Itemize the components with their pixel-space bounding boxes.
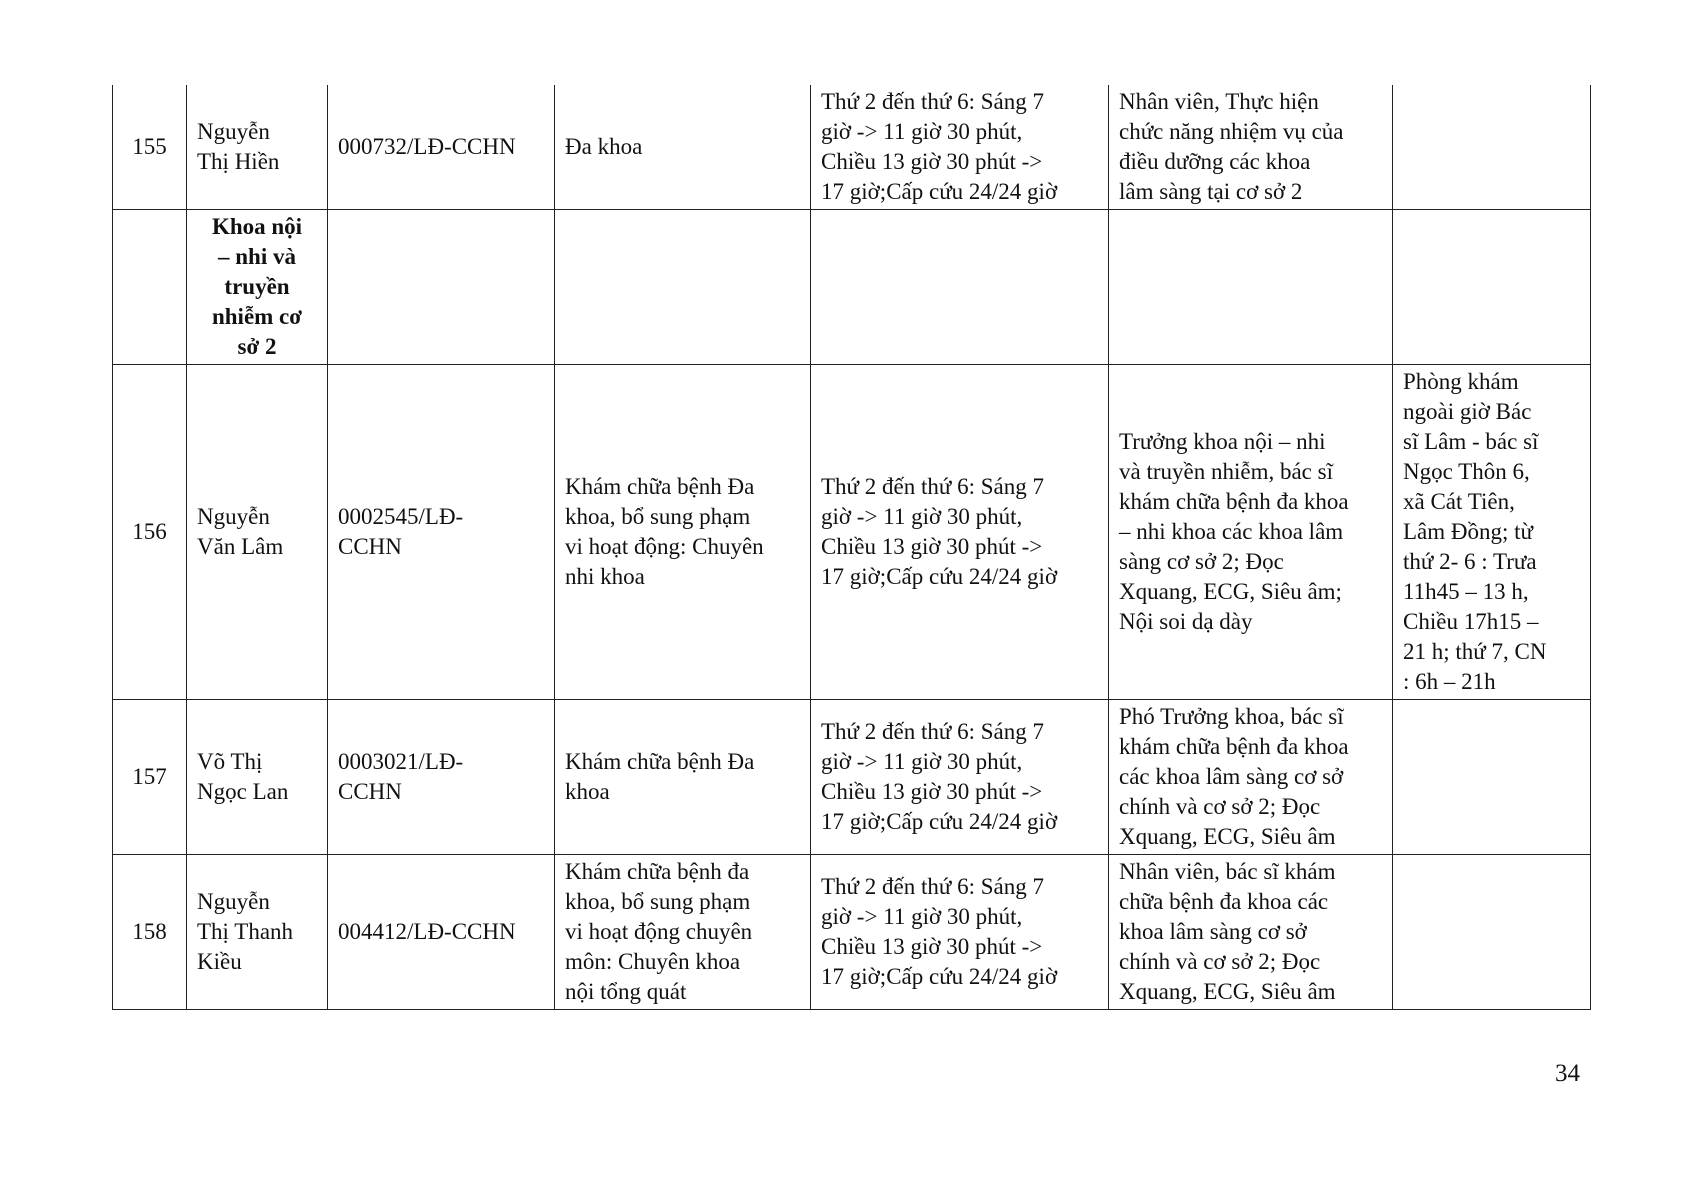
text-line: giờ -> 11 giờ 30 phút, xyxy=(821,904,1023,929)
text-line: thứ 2- 6 : Trưa xyxy=(1403,549,1537,574)
text-line: Nhân viên, bác sĩ khám xyxy=(1119,859,1336,884)
cell-role xyxy=(1109,855,1393,1010)
cell-scope xyxy=(555,365,811,700)
text-line: Văn Lâm xyxy=(197,534,284,559)
text-line: Xquang, ECG, Siêu âm; xyxy=(1119,579,1342,604)
text-line: 17 giờ;Cấp cứu 24/24 giờ xyxy=(821,964,1058,989)
cell-hours xyxy=(811,700,1109,855)
department-heading xyxy=(187,210,328,365)
cell-stt: 156 xyxy=(113,365,187,700)
text-line: Nguyễn xyxy=(197,889,270,914)
table-row xyxy=(113,700,1591,855)
text-line: 17 giờ;Cấp cứu 24/24 giờ xyxy=(821,179,1058,204)
cell-license xyxy=(328,700,555,855)
cell-role xyxy=(1109,365,1393,700)
cell-role xyxy=(1109,210,1393,365)
cell-license xyxy=(328,855,555,1010)
cell-other xyxy=(1393,365,1591,700)
text-line: Nội soi dạ dày xyxy=(1119,609,1253,634)
text-line: chức năng nhiệm vụ của xyxy=(1119,119,1344,144)
text-line: ngoài giờ Bác xyxy=(1403,399,1532,424)
text-line: sàng cơ sở 2; Đọc xyxy=(1119,549,1284,574)
text-line: vi hoạt động chuyên xyxy=(565,919,753,944)
text-line: Chiều 17h15 – xyxy=(1403,609,1539,634)
text-line: Ngọc Lan xyxy=(197,779,289,804)
text-line: Trưởng khoa nội – nhi xyxy=(1119,429,1326,454)
text-line: 17 giờ;Cấp cứu 24/24 giờ xyxy=(821,564,1058,589)
cell-hours xyxy=(811,85,1109,210)
text-line: 000732/LĐ-CCHN xyxy=(338,134,516,159)
table-row xyxy=(113,855,1591,1010)
cell-other xyxy=(1393,210,1591,365)
text-line: Nhân viên, Thực hiện xyxy=(1119,89,1319,114)
text-line: Võ Thị xyxy=(197,749,263,774)
text-line: Đa khoa xyxy=(565,134,643,159)
text-line: sở 2 xyxy=(237,334,277,359)
text-line: khám chữa bệnh đa khoa xyxy=(1119,489,1349,514)
cell-name xyxy=(187,855,328,1010)
text-line: Chiều 13 giờ 30 phút -> xyxy=(821,149,1043,174)
cell-scope xyxy=(555,855,811,1010)
cell-scope xyxy=(555,210,811,365)
text-line: chữa bệnh đa khoa các xyxy=(1119,889,1329,914)
text-line: vi hoạt động: Chuyên xyxy=(565,534,764,559)
text-line: Chiều 13 giờ 30 phút -> xyxy=(821,934,1043,959)
text-line: Thứ 2 đến thứ 6: Sáng 7 xyxy=(821,89,1044,114)
text-line: 21 h; thứ 7, CN xyxy=(1403,639,1547,664)
cell-license xyxy=(328,365,555,700)
text-line: Khoa nội xyxy=(211,214,303,239)
text-line: lâm sàng tại cơ sở 2 xyxy=(1119,179,1303,204)
text-line: Phòng khám xyxy=(1403,369,1519,394)
text-line: Thị Hiền xyxy=(197,149,280,174)
staff-table xyxy=(112,85,1591,1010)
cell-name xyxy=(187,365,328,700)
table-row xyxy=(113,210,1591,365)
text-line: Khám chữa bệnh Đa xyxy=(565,749,755,774)
cell-role xyxy=(1109,85,1393,210)
text-line: các khoa lâm sàng cơ sở xyxy=(1119,764,1344,789)
text-line: chính và cơ sở 2; Đọc xyxy=(1119,794,1321,819)
text-line: CCHN xyxy=(338,779,402,804)
cell-other xyxy=(1393,700,1591,855)
text-line: nội tổng quát xyxy=(565,979,687,1004)
text-line: 0003021/LĐ- xyxy=(338,749,464,774)
text-line: nhiễm cơ xyxy=(211,304,303,329)
text-line: khoa lâm sàng cơ sở xyxy=(1119,919,1307,944)
text-line: 17 giờ;Cấp cứu 24/24 giờ xyxy=(821,809,1058,834)
text-line: nhi khoa xyxy=(565,564,645,589)
text-line: Kiều xyxy=(197,949,242,974)
page-number: 34 xyxy=(1555,1060,1580,1087)
cell-hours xyxy=(811,855,1109,1010)
text-line: Chiều 13 giờ 30 phút -> xyxy=(821,779,1043,804)
cell-scope xyxy=(555,700,811,855)
cell-role xyxy=(1109,700,1393,855)
cell-stt xyxy=(113,210,187,365)
cell-name xyxy=(187,85,328,210)
text-line: Thứ 2 đến thứ 6: Sáng 7 xyxy=(821,474,1044,499)
text-line: 004412/LĐ-CCHN xyxy=(338,919,516,944)
text-line: – nhi và xyxy=(218,244,296,269)
text-line: Khám chữa bệnh Đa xyxy=(565,474,755,499)
table-row xyxy=(113,85,1591,210)
text-line: : 6h – 21h xyxy=(1403,669,1496,694)
text-line: Thứ 2 đến thứ 6: Sáng 7 xyxy=(821,719,1044,744)
text-line: sĩ Lâm - bác sĩ xyxy=(1403,429,1539,454)
text-line: khám chữa bệnh đa khoa xyxy=(1119,734,1349,759)
cell-stt: 155 xyxy=(113,85,187,210)
text-line: Phó Trưởng khoa, bác sĩ xyxy=(1119,704,1344,729)
text-line: và truyền nhiễm, bác sĩ xyxy=(1119,459,1333,484)
cell-scope xyxy=(555,85,811,210)
text-line: điều dưỡng các khoa xyxy=(1119,149,1311,174)
text-line: khoa xyxy=(565,779,610,804)
text-line: truyền xyxy=(224,274,290,299)
cell-other xyxy=(1393,855,1591,1010)
text-line: Nguyễn xyxy=(197,504,270,529)
text-line: Xquang, ECG, Siêu âm xyxy=(1119,979,1336,1004)
text-line: Nguyễn xyxy=(197,119,270,144)
text-line: 0002545/LĐ- xyxy=(338,504,464,529)
text-line: Lâm Đồng; từ xyxy=(1403,519,1534,544)
text-line: khoa, bổ sung phạm xyxy=(565,889,751,914)
text-line: giờ -> 11 giờ 30 phút, xyxy=(821,749,1023,774)
table-row xyxy=(113,365,1591,700)
cell-hours xyxy=(811,210,1109,365)
text-line: Thị Thanh xyxy=(197,919,294,944)
text-line: Khám chữa bệnh đa xyxy=(565,859,750,884)
text-line: Ngọc Thôn 6, xyxy=(1403,459,1530,484)
text-line: Thứ 2 đến thứ 6: Sáng 7 xyxy=(821,874,1044,899)
cell-other xyxy=(1393,85,1591,210)
text-line: khoa, bổ sung phạm xyxy=(565,504,751,529)
text-line: – nhi khoa các khoa lâm xyxy=(1119,519,1344,544)
text-line: môn: Chuyên khoa xyxy=(565,949,741,974)
cell-hours xyxy=(811,365,1109,700)
cell-stt: 157 xyxy=(113,700,187,855)
cell-license xyxy=(328,210,555,365)
text-line: CCHN xyxy=(338,534,402,559)
cell-license xyxy=(328,85,555,210)
text-line: Xquang, ECG, Siêu âm xyxy=(1119,824,1336,849)
cell-name xyxy=(187,700,328,855)
text-line: xã Cát Tiên, xyxy=(1403,489,1515,514)
text-line: giờ -> 11 giờ 30 phút, xyxy=(821,119,1023,144)
text-line: chính và cơ sở 2; Đọc xyxy=(1119,949,1321,974)
text-line: Chiều 13 giờ 30 phút -> xyxy=(821,534,1043,559)
text-line: giờ -> 11 giờ 30 phút, xyxy=(821,504,1023,529)
text-line: 11h45 – 13 h, xyxy=(1403,579,1529,604)
cell-stt: 158 xyxy=(113,855,187,1010)
